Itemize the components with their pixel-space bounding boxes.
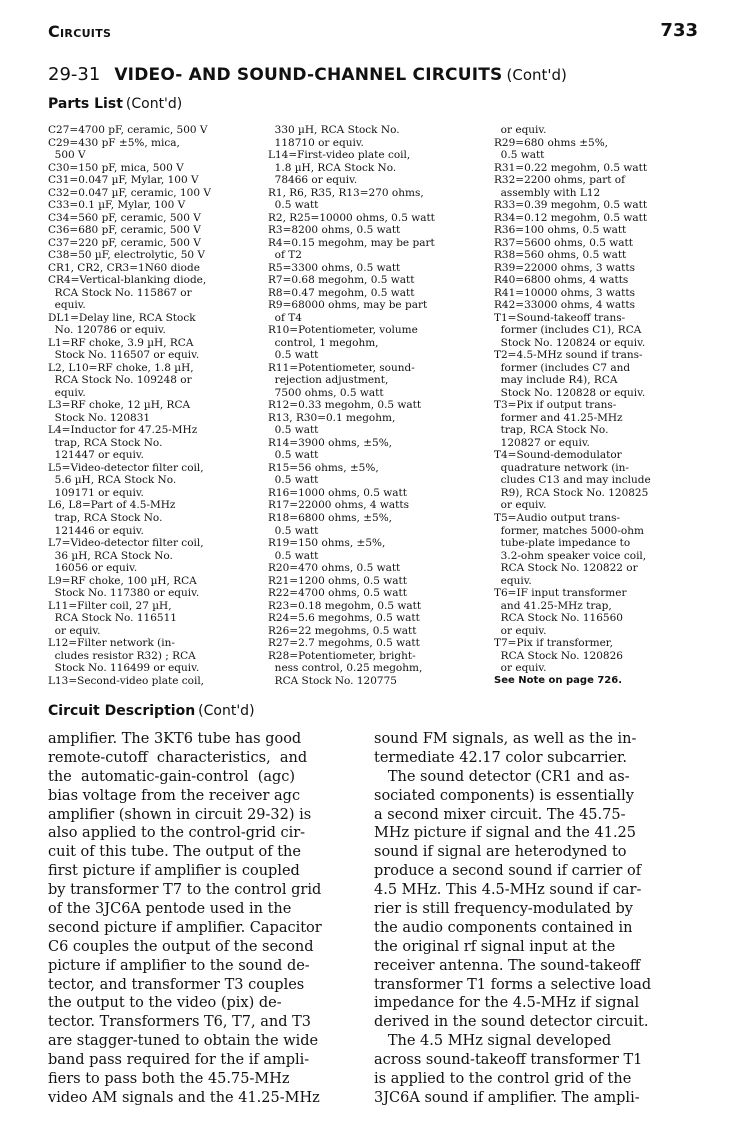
parts-list-line: former (includes C7 and [494,361,631,374]
parts-list-line: R9=68000 ohms, may be part [268,299,428,312]
parts-list-line: 0.5 watt [268,199,319,212]
description-line: rier is still frequency-modulated by [374,901,633,918]
parts-list-line: R27=2.7 megohms, 0.5 watt [268,637,420,650]
parts-list-line: control, 1 megohm, [268,336,379,349]
parts-list-line: ness control, 0.25 megohm, [268,662,423,675]
description-column-2 [374,730,694,1108]
parts-list-line: C32=0.047 µF, ceramic, 100 V [48,186,211,199]
parts-list-line: former and 41.25-MHz [494,411,623,424]
description-line: is applied to the control grid of the [374,1071,632,1088]
parts-list-line: L6, L8=Part of 4.5-MHz [48,499,176,512]
parts-list-line: C27=4700 pF, ceramic, 500 V [48,124,208,136]
parts-list-line: R23=0.18 megohm, 0.5 watt [268,599,422,612]
parts-list-line: 0.5 watt [268,524,319,537]
parts-list-line: C36=680 pF, ceramic, 500 V [48,224,201,237]
parts-list-line: 0.5 watt [268,474,319,487]
parts-list-line: L9=RF choke, 100 µH, RCA [48,574,197,587]
description-line: also applied to the control-grid cir- [48,825,306,842]
parts-list-line: R31=0.22 megohm, 0.5 watt [494,161,648,174]
parts-list-line: 0.5 watt [268,449,319,462]
parts-list-line: T5=Audio output trans- [494,511,621,524]
page-number: 733 [660,20,698,41]
parts-list-line: RCA Stock No. 116511 [48,612,177,625]
parts-list-line: RCA Stock No. 115867 or [48,286,192,299]
parts-list-line: equiv. [48,386,86,399]
parts-list-line: T1=Sound-takeoff trans- [494,311,626,324]
circuit-description-heading-text: Circuit Description [48,703,196,719]
parts-list-line: 0.5 watt [268,549,319,562]
parts-list-line: Stock No. 116507 or equiv. [48,349,200,362]
circuit-number: 29-31 [48,64,101,85]
parts-list-line: equiv. [494,574,532,587]
parts-list-line: cludes C13 and may include [494,474,651,487]
description-line: tector. Transformers T6, T7, and T3 [48,1014,312,1031]
parts-list-line: 121447 or equiv. [48,449,144,462]
title-main: VIDEO- AND SOUND-CHANNEL CIRCUITS [114,65,503,85]
description-line: bias voltage from the receiver agc [48,787,301,804]
page-title [48,64,567,85]
parts-list-line: 7500 ohms, 0.5 watt [268,386,384,399]
parts-list-column-1 [48,124,276,687]
parts-list-line: L14=First-video plate coil, [268,149,411,162]
parts-list-column-3 [494,124,704,687]
parts-list-line: L3=RF choke, 12 µH, RCA [48,399,191,412]
parts-list-line: equiv. [48,299,86,312]
parts-list-line: DL1=Delay line, RCA Stock [48,311,196,324]
title-cont: (Cont'd) [506,66,567,84]
description-line: derived in the sound detector circuit. [374,1014,649,1031]
parts-list-line: or equiv. [494,624,547,637]
parts-list-line: 78466 or equiv. [268,174,358,187]
parts-list-line: L1=RF choke, 3.9 µH, RCA [48,336,194,349]
parts-list-line: T3=Pix if output trans- [494,399,617,412]
parts-list-line: R42=33000 ohms, 4 watts [494,299,636,312]
parts-list-line: R4=0.15 megohm, may be part [268,236,435,249]
parts-list-line: of T2 [268,249,302,262]
parts-list-line: R17=22000 ohms, 4 watts [268,499,410,512]
parts-list-line: R20=470 ohms, 0.5 watt [268,562,401,575]
parts-list-line: CR1, CR2, CR3=1N60 diode [48,261,200,274]
parts-list-line: Stock No. 117380 or equiv. [48,587,200,600]
parts-list-line: 120827 or equiv. [494,436,590,449]
parts-list-line: quadrature network (in- [494,461,629,474]
parts-list-line: RCA Stock No. 120826 [494,649,623,662]
description-line: sound FM signals, as well as the in- [374,731,637,747]
parts-list-line: See Note on page 726. [494,674,623,686]
description-line: termediate 42.17 color subcarrier. [374,749,627,766]
parts-list-line: 16056 or equiv. [48,562,138,575]
description-line: first picture if amplifier is coupled [48,863,300,880]
parts-list-line: C38=50 µF, electrolytic, 50 V [48,249,205,262]
parts-list-line: R10=Potentiometer, volume [268,324,418,337]
description-line: across sound-takeoff transformer T1 [374,1052,643,1069]
parts-list-line: may include R4), RCA [494,374,618,387]
parts-list-line: rejection adjustment, [268,374,389,387]
parts-list-line: R39=22000 ohms, 3 watts [494,261,636,274]
parts-list-line: R41=10000 ohms, 3 watts [494,286,636,299]
description-line: the automatic-gain-control (agc) [48,768,296,785]
parts-list-line: L11=Filter coil, 27 µH, [48,599,172,612]
parts-list-line: R34=0.12 megohm, 0.5 watt [494,211,648,224]
parts-list-line: and 41.25-MHz trap, [494,599,612,612]
parts-list-line: or equiv. [494,499,547,512]
parts-list-line: R11=Potentiometer, sound- [268,361,415,374]
parts-list-line: tube-plate impedance to [494,537,631,550]
parts-list-line: 500 V [48,149,86,162]
parts-list-line: 5.6 µH, RCA Stock No. [48,474,177,487]
parts-list-line: R18=6800 ohms, ±5%, [268,511,393,524]
parts-list-line: 0.5 watt [494,149,545,162]
parts-list-line: Stock No. 120828 or equiv. [494,386,646,399]
parts-list-line: R32=2200 ohms, part of [494,174,625,187]
parts-list-line: or equiv. [48,624,101,637]
parts-list-line: R16=1000 ohms, 0.5 watt [268,486,407,499]
parts-list-heading [48,96,182,112]
parts-list-line: cludes resistor R32) ; RCA [48,649,196,662]
parts-list-line: 121446 or equiv. [48,524,144,537]
parts-list-line: R1, R6, R35, R13=270 ohms, [268,186,424,199]
parts-list-line: R14=3900 ohms, ±5%, [268,436,393,449]
parts-list-line: R21=1200 ohms, 0.5 watt [268,574,407,587]
parts-list-line: or equiv. [494,662,547,675]
parts-list-line: 0.5 watt [268,424,319,437]
parts-list-line: 109171 or equiv. [48,486,144,499]
description-line: a second mixer circuit. The 45.75- [374,806,626,823]
description-line: The 4.5 MHz signal developed [374,1033,612,1050]
parts-list-line: L7=Video-detector filter coil, [48,537,204,550]
description-line: tector, and transformer T3 couples [48,976,305,993]
parts-list-line: R24=5.6 megohms, 0.5 watt [268,612,420,625]
parts-list-line: former (includes C1), RCA [494,324,642,337]
parts-list-heading-text: Parts List [48,96,123,112]
parts-list-line: trap, RCA Stock No. [494,424,609,437]
parts-list-line: C31=0.047 µF, Mylar, 100 V [48,174,199,187]
circuit-description-heading [48,703,255,719]
description-line: C6 couples the output of the second [48,938,314,955]
description-line: the audio components contained in [374,919,633,936]
description-line: 4.5 MHz. This 4.5-MHz sound if car- [374,882,642,899]
parts-list-line: T7=Pix if transformer, [494,637,613,650]
description-line: sociated components) is essentially [374,787,634,804]
parts-list-line: L2, L10=RF choke, 1.8 µH, [48,361,194,374]
description-line: The sound detector (CR1 and as- [374,768,630,785]
parts-list-line: R2, R25=10000 ohms, 0.5 watt [268,211,435,224]
description-line: video AM signals and the 41.25-MHz [48,1089,320,1106]
description-line: band pass required for the if ampli- [48,1052,310,1069]
parts-list-line: 118710 or equiv. [268,136,364,149]
parts-list-line: R26=22 megohms, 0.5 watt [268,624,417,637]
parts-list-line: assembly with L12 [494,186,601,199]
parts-list-line: C37=220 pF, ceramic, 500 V [48,236,201,249]
description-line: the original rf signal input at the [374,938,616,955]
parts-list-line: R33=0.39 megohm, 0.5 watt [494,199,648,212]
description-column-1 [48,730,364,1108]
parts-list-line: L12=Filter network (in- [48,637,175,650]
parts-list-line: RCA Stock No. 120822 or [494,562,638,575]
parts-list-line: of T4 [268,311,302,324]
parts-list-line: L4=Inductor for 47.25-MHz [48,424,198,437]
parts-list-line: Stock No. 116499 or equiv. [48,662,200,675]
parts-list-line: T2=4.5-MHz sound if trans- [494,349,643,362]
running-head [48,22,698,46]
parts-list-line: R12=0.33 megohm, 0.5 watt [268,399,422,412]
parts-list-line: 36 µH, RCA Stock No. [48,549,173,562]
parts-list-line: RCA Stock No. 109248 or [48,374,192,387]
parts-list-line: R3=8200 ohms, 0.5 watt [268,224,401,237]
parts-list-line: R29=680 ohms ±5%, [494,136,609,149]
parts-list-line: R28=Potentiometer, bright- [268,649,416,662]
parts-list-line: C33=0.1 µF, Mylar, 100 V [48,199,186,212]
parts-list-line: R38=560 ohms, 0.5 watt [494,249,627,262]
parts-list-line: C34=560 pF, ceramic, 500 V [48,211,201,224]
parts-list-line: R13, R30=0.1 megohm, [268,411,396,424]
parts-list-line: CR4=Vertical-blanking diode, [48,274,207,287]
description-line: amplifier. The 3KT6 tube has good [48,731,302,747]
circuit-description-heading-cont: (Cont'd) [198,703,255,719]
parts-list-line: or equiv. [494,124,547,136]
description-line: amplifier (shown in circuit 29-32) is [48,806,312,823]
description-line: of the 3JC6A pentode used in the [48,901,292,918]
description-line: impedance for the 4.5-MHz if signal [374,995,640,1012]
running-head-section: Circuits [48,22,112,41]
description-line: remote-cutoff characteristics, and [48,749,308,766]
description-line: transformer T1 forms a selective load [374,976,652,993]
parts-list-line: C29=430 pF ±5%, mica, [48,136,180,149]
parts-list-line: No. 120786 or equiv. [48,324,166,337]
parts-list-line: R7=0.68 megohm, 0.5 watt [268,274,415,287]
parts-list-line: R8=0.47 megohm, 0.5 watt [268,286,415,299]
parts-list-line: R9), RCA Stock No. 120825 [494,486,649,499]
parts-list-line: RCA Stock No. 120775 [268,674,397,687]
parts-list-line: R5=3300 ohms, 0.5 watt [268,261,401,274]
description-line: picture if amplifier to the sound de- [48,957,310,974]
parts-list-line: L5=Video-detector filter coil, [48,461,204,474]
description-line: are stagger-tuned to obtain the wide [48,1033,319,1050]
parts-list-line: former, matches 5000-ohm [494,524,644,537]
parts-list-line: Stock No. 120831 [48,411,151,424]
parts-list-line: Stock No. 120824 or equiv. [494,336,646,349]
description-line: by transformer T7 to the control grid [48,882,322,899]
parts-list-line: R19=150 ohms, ±5%, [268,537,386,550]
parts-list-line: L13=Second-video plate coil, [48,674,205,687]
description-line: fiers to pass both the 45.75-MHz [48,1071,290,1088]
parts-list-line: R37=5600 ohms, 0.5 watt [494,236,633,249]
parts-list-line: RCA Stock No. 116560 [494,612,623,625]
description-line: cuit of this tube. The output of the [48,844,301,861]
parts-list-line: 1.8 µH, RCA Stock No. [268,161,397,174]
description-line: produce a second sound if carrier of [374,863,642,880]
parts-list-line: T6=IF input transformer [494,587,627,600]
parts-list-line: trap, RCA Stock No. [48,511,163,524]
parts-list-line: 3.2-ohm speaker voice coil, [494,549,647,562]
parts-list-line: C30=150 pF, mica, 500 V [48,161,184,174]
parts-list-line: trap, RCA Stock No. [48,436,163,449]
parts-list-column-2 [268,124,500,687]
parts-list-line: R40=6800 ohms, 4 watts [494,274,629,287]
description-line: sound if signal are heterodyned to [374,844,627,861]
parts-list-line: T4=Sound-demodulator [494,449,622,462]
parts-list-line: R36=100 ohms, 0.5 watt [494,224,627,237]
parts-list-line: R15=56 ohms, ±5%, [268,461,379,474]
description-line: the output to the video (pix) de- [48,995,282,1012]
description-line: 3JC6A sound if amplifier. The ampli- [374,1089,640,1106]
parts-list-line: 330 µH, RCA Stock No. [268,124,400,136]
parts-list-heading-cont: (Cont'd) [125,96,183,112]
parts-list-line: 0.5 watt [268,349,319,362]
parts-list-line: R22=4700 ohms, 0.5 watt [268,587,407,600]
description-line: MHz picture if signal and the 41.25 [374,825,637,842]
description-line: second picture if amplifier. Capacitor [48,919,322,936]
description-line: receiver antenna. The sound-takeoff [374,957,641,974]
